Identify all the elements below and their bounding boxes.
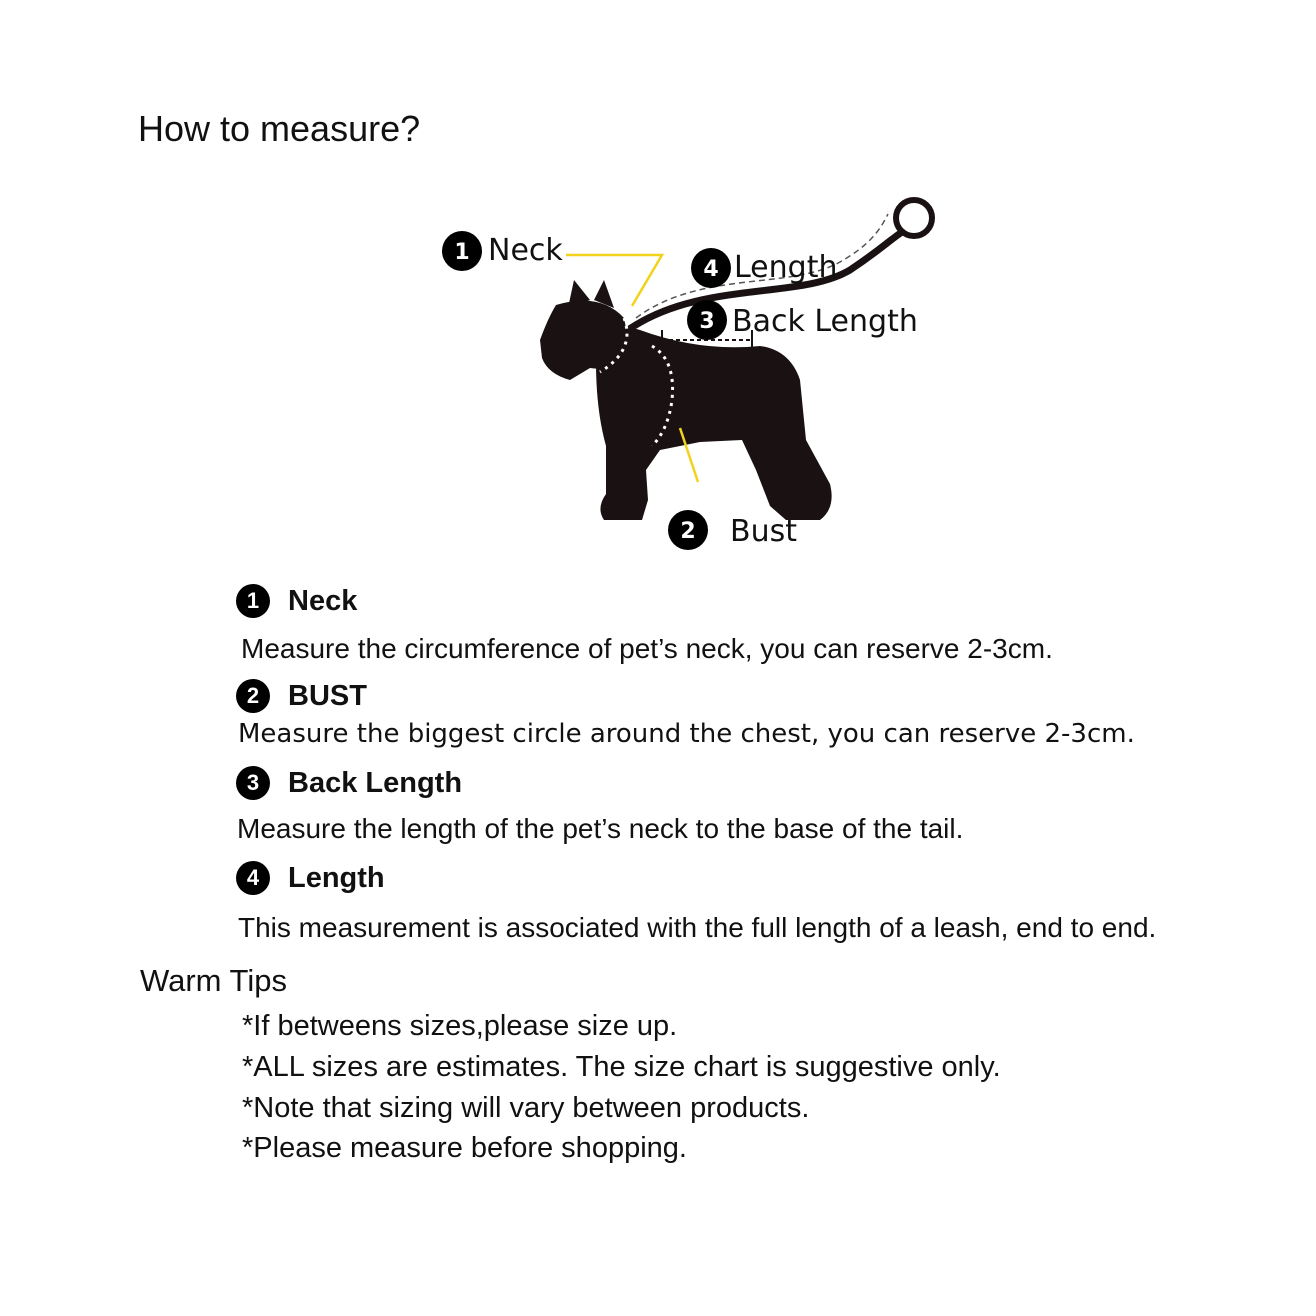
svg-text:3: 3: [699, 309, 715, 334]
number-badge: 1: [236, 584, 270, 618]
svg-text:2: 2: [680, 519, 696, 544]
number-badge: 3: [236, 766, 270, 800]
svg-text:Length: Length: [734, 250, 838, 285]
item-title: Length: [288, 861, 385, 894]
dog-measurement-diagram: [0, 0, 1316, 600]
page-title: How to measure?: [138, 108, 421, 149]
tip-line: *If betweens sizes,please size up.: [242, 1010, 678, 1042]
item-back-length-heading: [236, 766, 462, 800]
svg-text:1: 1: [454, 240, 470, 265]
label-back-length: [687, 300, 918, 340]
svg-text:Back Length: Back Length: [732, 304, 918, 339]
item-title: BUST: [288, 679, 367, 712]
number-badge: 4: [236, 861, 270, 895]
number-badge: 2: [236, 679, 270, 713]
item-length-description: This measurement is associated with the full length of a leash, end to end.: [238, 912, 1157, 943]
item-neck-description: Measure the circumference of pet’s neck, you can reserve 2-3cm.: [241, 633, 1053, 664]
svg-text:Neck: Neck: [488, 233, 563, 268]
item-title: Neck: [288, 584, 358, 617]
leash-loop: [896, 200, 932, 236]
item-neck-heading: [236, 584, 357, 618]
item-back-length-description: Measure the length of the pet’s neck to the base of the tail.: [237, 813, 964, 844]
item-length-heading: [236, 861, 385, 895]
item-bust-heading: [236, 679, 367, 713]
label-length: [691, 248, 837, 288]
tip-line: *Please measure before shopping.: [242, 1132, 687, 1164]
tip-line: *ALL sizes are estimates. The size chart is suggestive only.: [242, 1051, 1001, 1083]
item-bust-description: Measure the biggest circle around the chest, you can reserve 2-3cm.: [238, 719, 1135, 749]
tip-line: *Note that sizing will vary between products.: [242, 1092, 810, 1124]
label-neck: [442, 231, 563, 271]
svg-text:4: 4: [703, 257, 719, 282]
label-bust: [668, 510, 797, 550]
warm-tips-title: Warm Tips: [140, 963, 287, 998]
item-title: Back Length: [288, 766, 463, 799]
svg-text:Bust: Bust: [730, 514, 797, 549]
